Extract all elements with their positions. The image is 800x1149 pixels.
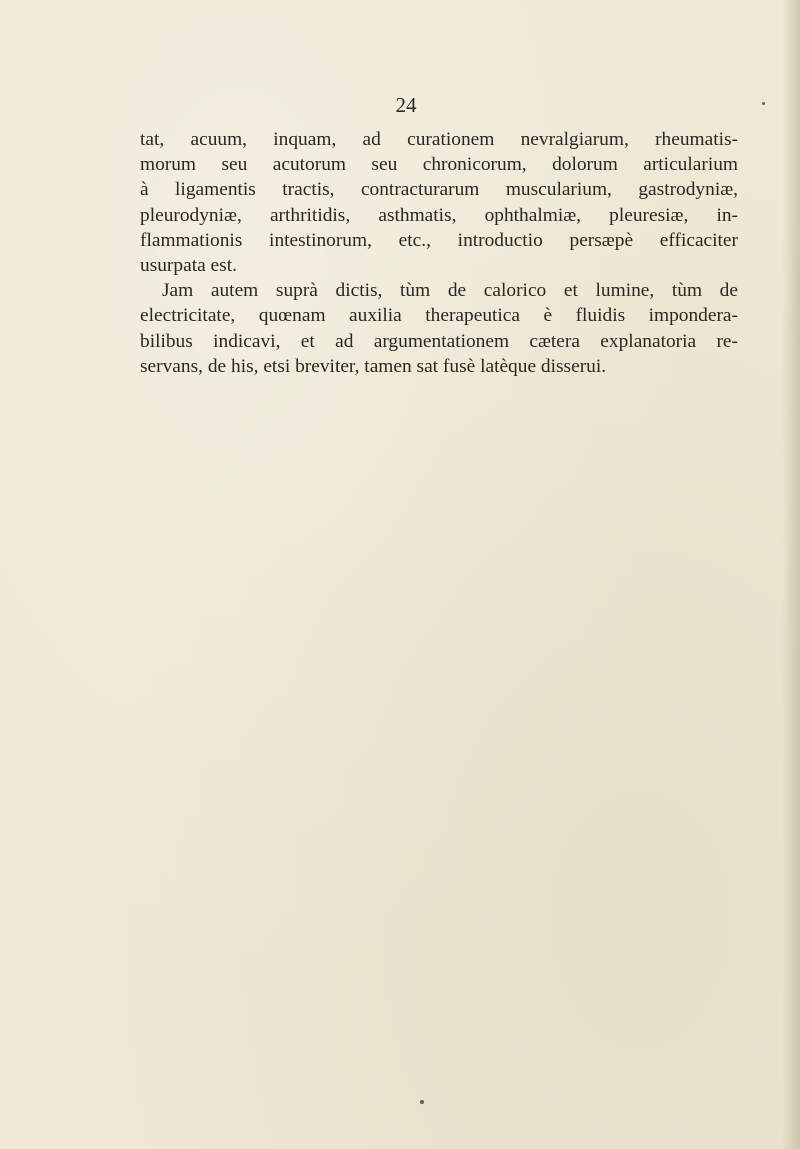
page-number: 24 (395, 93, 417, 117)
text-line: Jam autem suprà dictis, tùm de calorico et lumine, tùm de (162, 280, 738, 302)
paper-speck (420, 1100, 424, 1104)
text-line: bilibus indicavi, et ad argumentationem cætera explanatoria re- (140, 330, 738, 352)
body-text (140, 127, 738, 379)
paper-speck (762, 102, 765, 105)
text-line: tat, acuum, inquam, ad curationem nevralgiarum, rheumatis- (140, 129, 738, 150)
text-line: pleurodyniæ, arthritidis, asthmatis, ophthalmiæ, pleuresiæ, in- (140, 204, 738, 226)
text-line: morum seu acutorum seu chronicorum, dolorum articularium (140, 154, 738, 176)
text-line: electricitate, quœnam auxilia therapeutica è fluidis impondera- (140, 305, 738, 327)
text-line: flammationis intestinorum, etc., introductio persæpè efficaciter (140, 229, 738, 251)
text-line: servans, de his, etsi breviter, tamen sat fusè latèque disserui. (140, 355, 607, 377)
text-line: à ligamentis tractis, contracturarum muscularium, gastrodyniæ, (140, 179, 738, 201)
text-line: usurpata est. (140, 254, 237, 276)
page-edge-shadow (782, 0, 800, 1149)
